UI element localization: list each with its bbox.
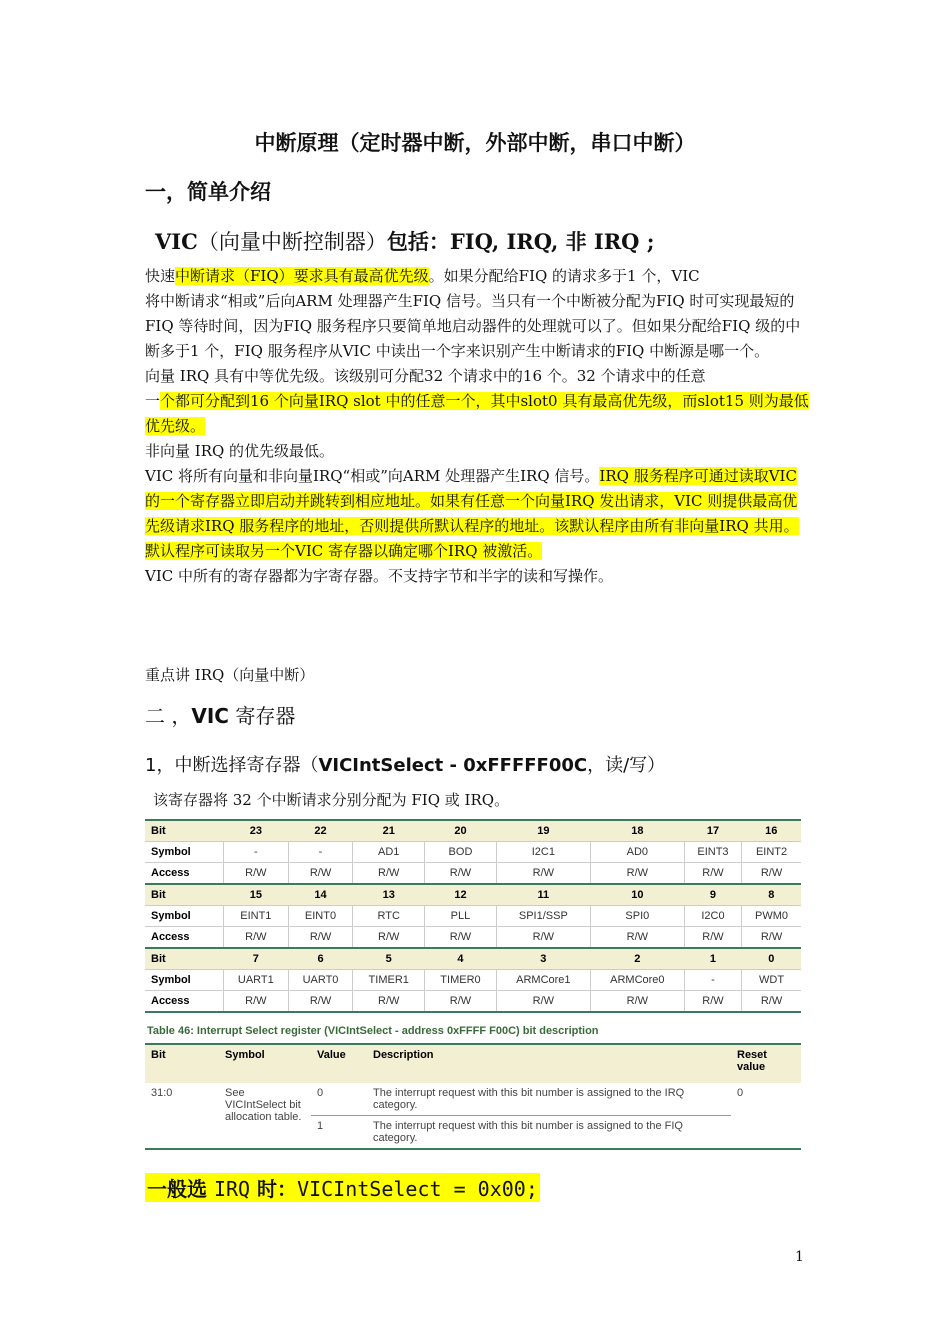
bit-table-cell: 13	[353, 884, 425, 906]
bit-table-cell: 17	[684, 820, 741, 842]
bit-table-sym-row	[145, 906, 801, 927]
bit-table-cell: UART0	[288, 970, 353, 991]
bit-table-cell: -	[224, 842, 289, 863]
bit-table-cell: R/W	[496, 991, 590, 1013]
register-note: 该寄存器将 32 个中断请求分别分配为 FIQ 或 IRQ。	[153, 791, 510, 809]
col-header-bit: Bit	[145, 1044, 219, 1083]
bit-table-bitrow-row	[145, 948, 801, 970]
bit-table-cell: 2	[590, 948, 684, 970]
bit-table-cell: 7	[224, 948, 289, 970]
section-heading-intro: 一，简单介绍	[145, 180, 271, 204]
bit-table-cell: 14	[288, 884, 353, 906]
bit-table-cell: 0	[742, 948, 801, 970]
cell-description: The interrupt request with this bit number is assigned to the IRQ category.	[367, 1083, 731, 1116]
bit-table-bitrow-row	[145, 884, 801, 906]
bit-table-cell: WDT	[742, 970, 801, 991]
bit-table-cell: TIMER1	[353, 970, 425, 991]
row-label: Bit	[145, 884, 224, 906]
bit-table-cell: R/W	[353, 863, 425, 885]
bit-table-bitrow-row	[145, 820, 801, 842]
final-a: 一般选	[147, 1177, 214, 1201]
final-code: IRQ	[213, 1177, 251, 1201]
h3-rest: ，读/写）	[587, 755, 666, 776]
bit-table-cell: R/W	[425, 927, 497, 949]
h2-num: 二 ，	[145, 704, 192, 728]
h3-num: 1，中断选择寄存器（	[145, 755, 319, 776]
bit-table-cell: 9	[684, 884, 741, 906]
paragraph-fiq	[145, 264, 810, 364]
paragraph-irq-service	[145, 464, 810, 564]
bit-table-cell: R/W	[224, 991, 289, 1013]
p4-highlight: IRQ 服务程序可通过读取VIC 的一个寄存器立即启动并跳转到相应地址。如果有任意一个向量IRQ 发出请求，VIC 则提供最高优先级请求IRQ 服务程序的地址，否则提供所默认程序的地址。该默认程序由所有非向量IRQ 共用。默认程序可读取另一个VIC 寄存器以确定哪个IRQ 被激活。	[145, 467, 799, 560]
bit-table-cell: 20	[425, 820, 497, 842]
bit-table-cell: AD1	[353, 842, 425, 863]
row-label: Access	[145, 863, 224, 885]
bit-table-cell: R/W	[496, 927, 590, 949]
bit-table-cell: R/W	[742, 927, 801, 949]
bit-table-cell: -	[288, 842, 353, 863]
col-header-symbol: Symbol	[219, 1044, 311, 1083]
section-heading-intselect	[145, 751, 665, 777]
col-header-value: Value	[311, 1044, 367, 1083]
bit-table-cell: PWM0	[742, 906, 801, 927]
bit-table-cell: AD0	[590, 842, 684, 863]
bit-table-cell: I2C1	[496, 842, 590, 863]
row-label: Bit	[145, 820, 224, 842]
final-code2: VICIntSelect = 0x00;	[297, 1177, 538, 1201]
p1-b: 。如果分配给FIQ 的请求多于1 个，VIC	[428, 267, 700, 285]
focus-line: 重点讲 IRQ（向量中断）	[145, 666, 315, 684]
bit-table-cell: RTC	[353, 906, 425, 927]
bit-table-acc-row	[145, 927, 801, 949]
bit-table-cell: 11	[496, 884, 590, 906]
h2-bold: VIC	[191, 704, 229, 728]
vic-heading-normal: （向量中断控制器）	[197, 230, 387, 254]
bit-table-cell: EINT0	[288, 906, 353, 927]
bit-table-cell: R/W	[590, 991, 684, 1013]
page-title: 中断原理（定时器中断，外部中断，串口中断）	[254, 131, 696, 155]
bit-table-cell: R/W	[224, 863, 289, 885]
table-row	[145, 1083, 801, 1116]
bit-table-cell: 1	[684, 948, 741, 970]
bit-table-cell: SPI1/SSP	[496, 906, 590, 927]
bit-table-cell: R/W	[684, 863, 741, 885]
table-caption: Table 46: Interrupt Select register (VICIntSelect - address 0xFFFF F00C) bit description	[147, 1025, 599, 1037]
bit-table-cell: EINT1	[224, 906, 289, 927]
bit-table-cell: 18	[590, 820, 684, 842]
bit-table-cell: R/W	[684, 991, 741, 1013]
col-header-reset: Reset value	[731, 1044, 801, 1083]
cell-bit: 31:0	[145, 1083, 219, 1149]
p2-a: 向量 IRQ 具有中等优先级。该级别可分配32 个请求中的16 个。32 个请求中的任意	[145, 367, 706, 385]
bit-table-cell: PLL	[425, 906, 497, 927]
bit-table-sym-row	[145, 970, 801, 991]
cell-symbol: See VICIntSelect bit allocation table.	[219, 1083, 311, 1149]
bit-table-cell: SPI0	[590, 906, 684, 927]
bit-table-cell: BOD	[425, 842, 497, 863]
bit-table-cell: 16	[742, 820, 801, 842]
p4-a: VIC 将所有向量和非向量IRQ“相或”向ARM 处理器产生IRQ 信号。	[145, 467, 600, 485]
cell-reset: 0	[731, 1083, 801, 1149]
cell-value: 1	[311, 1116, 367, 1150]
row-label: Symbol	[145, 970, 224, 991]
bit-table-cell: 5	[353, 948, 425, 970]
bit-table-cell: R/W	[590, 927, 684, 949]
p2-highlight: 个都可分配到16 个向量IRQ slot 中的任意一个，其中slot0 具有最高优先级，而slot15 则为最低优先级。	[145, 392, 809, 435]
bit-table-cell: 23	[224, 820, 289, 842]
bit-table-cell: R/W	[425, 991, 497, 1013]
intro-body	[145, 264, 810, 589]
row-label: Symbol	[145, 906, 224, 927]
final-statement	[145, 1173, 540, 1202]
paragraph-registers: VIC 中所有的寄存器都为字寄存器。不支持字节和半字的读和写操作。	[145, 567, 614, 585]
bit-table-cell: -	[684, 970, 741, 991]
cell-description: The interrupt request with this bit number is assigned to the FIQ category.	[367, 1116, 731, 1150]
bit-table-cell: I2C0	[684, 906, 741, 927]
bit-table-cell: 21	[353, 820, 425, 842]
col-header-description: Description	[367, 1044, 731, 1083]
bit-table-cell: 15	[224, 884, 289, 906]
bit-table-cell: 8	[742, 884, 801, 906]
bit-table-cell: 12	[425, 884, 497, 906]
bit-table-cell: R/W	[353, 991, 425, 1013]
bit-table-cell: R/W	[288, 927, 353, 949]
bit-table-acc-row	[145, 863, 801, 885]
bit-table-cell: 19	[496, 820, 590, 842]
bit-table-cell: EINT2	[742, 842, 801, 863]
bit-table-cell: R/W	[425, 863, 497, 885]
row-label: Access	[145, 991, 224, 1013]
final-b: 时：	[250, 1177, 298, 1201]
row-label: Symbol	[145, 842, 224, 863]
bit-table-cell: R/W	[353, 927, 425, 949]
bit-table-cell: ARMCore1	[496, 970, 590, 991]
bit-allocation-table	[145, 819, 801, 1013]
h2-rest: 寄存器	[228, 704, 296, 728]
page-number: 1	[795, 1249, 804, 1265]
p1-c: 将中断请求“相或”后向ARM 处理器产生FIQ 信号。当只有一个中断被分配为FIQ 时可实现最短的FIQ 等待时间，因为FIQ 服务程序只要简单地启动器件的处理就可以了。但如果分配给FIQ 级的中断多于1 个，FIQ 服务程序从VIC 中读出一个字来识别产生中断请求的FIQ 中断源是哪一个。	[145, 292, 801, 360]
bit-table-cell: UART1	[224, 970, 289, 991]
p1-a: 快速	[145, 267, 176, 285]
section-heading-registers	[145, 700, 295, 729]
bit-table-cell: 3	[496, 948, 590, 970]
bit-table-cell: EINT3	[684, 842, 741, 863]
bit-table-cell: R/W	[684, 927, 741, 949]
vic-heading-bold-a: VIC	[155, 229, 198, 254]
row-label: Bit	[145, 948, 224, 970]
vic-heading-bold-b: 包括：FIQ, IRQ, 非 IRQ ;	[386, 229, 655, 254]
bit-table-sym-row	[145, 842, 801, 863]
paragraph-nonvectored: 非向量 IRQ 的优先级最低。	[145, 442, 335, 460]
p1-highlight: 中断请求（FIQ）要求具有最高优先级	[175, 267, 429, 285]
bit-table-cell: ARMCore0	[590, 970, 684, 991]
bit-table-cell: R/W	[288, 863, 353, 885]
vic-heading	[155, 226, 655, 256]
cell-value: 0	[311, 1083, 367, 1116]
bit-table-cell: 6	[288, 948, 353, 970]
paragraph-vectored-irq	[145, 364, 810, 439]
bit-table-cell: R/W	[590, 863, 684, 885]
bit-table-cell: R/W	[288, 991, 353, 1013]
bit-description-table	[145, 1043, 801, 1150]
bit-table-cell: 10	[590, 884, 684, 906]
bit-table-cell: TIMER0	[425, 970, 497, 991]
bit-table-cell: R/W	[224, 927, 289, 949]
bit-table-cell: R/W	[742, 863, 801, 885]
h3-bold: VICIntSelect - 0xFFFFF00C	[318, 755, 588, 776]
bit-table-acc-row	[145, 991, 801, 1013]
bit-table-cell: 4	[425, 948, 497, 970]
bit-table-cell: 22	[288, 820, 353, 842]
bit-table-cell: R/W	[742, 991, 801, 1013]
row-label: Access	[145, 927, 224, 949]
bit-table-cell: R/W	[496, 863, 590, 885]
p2-b: 一	[145, 392, 161, 410]
